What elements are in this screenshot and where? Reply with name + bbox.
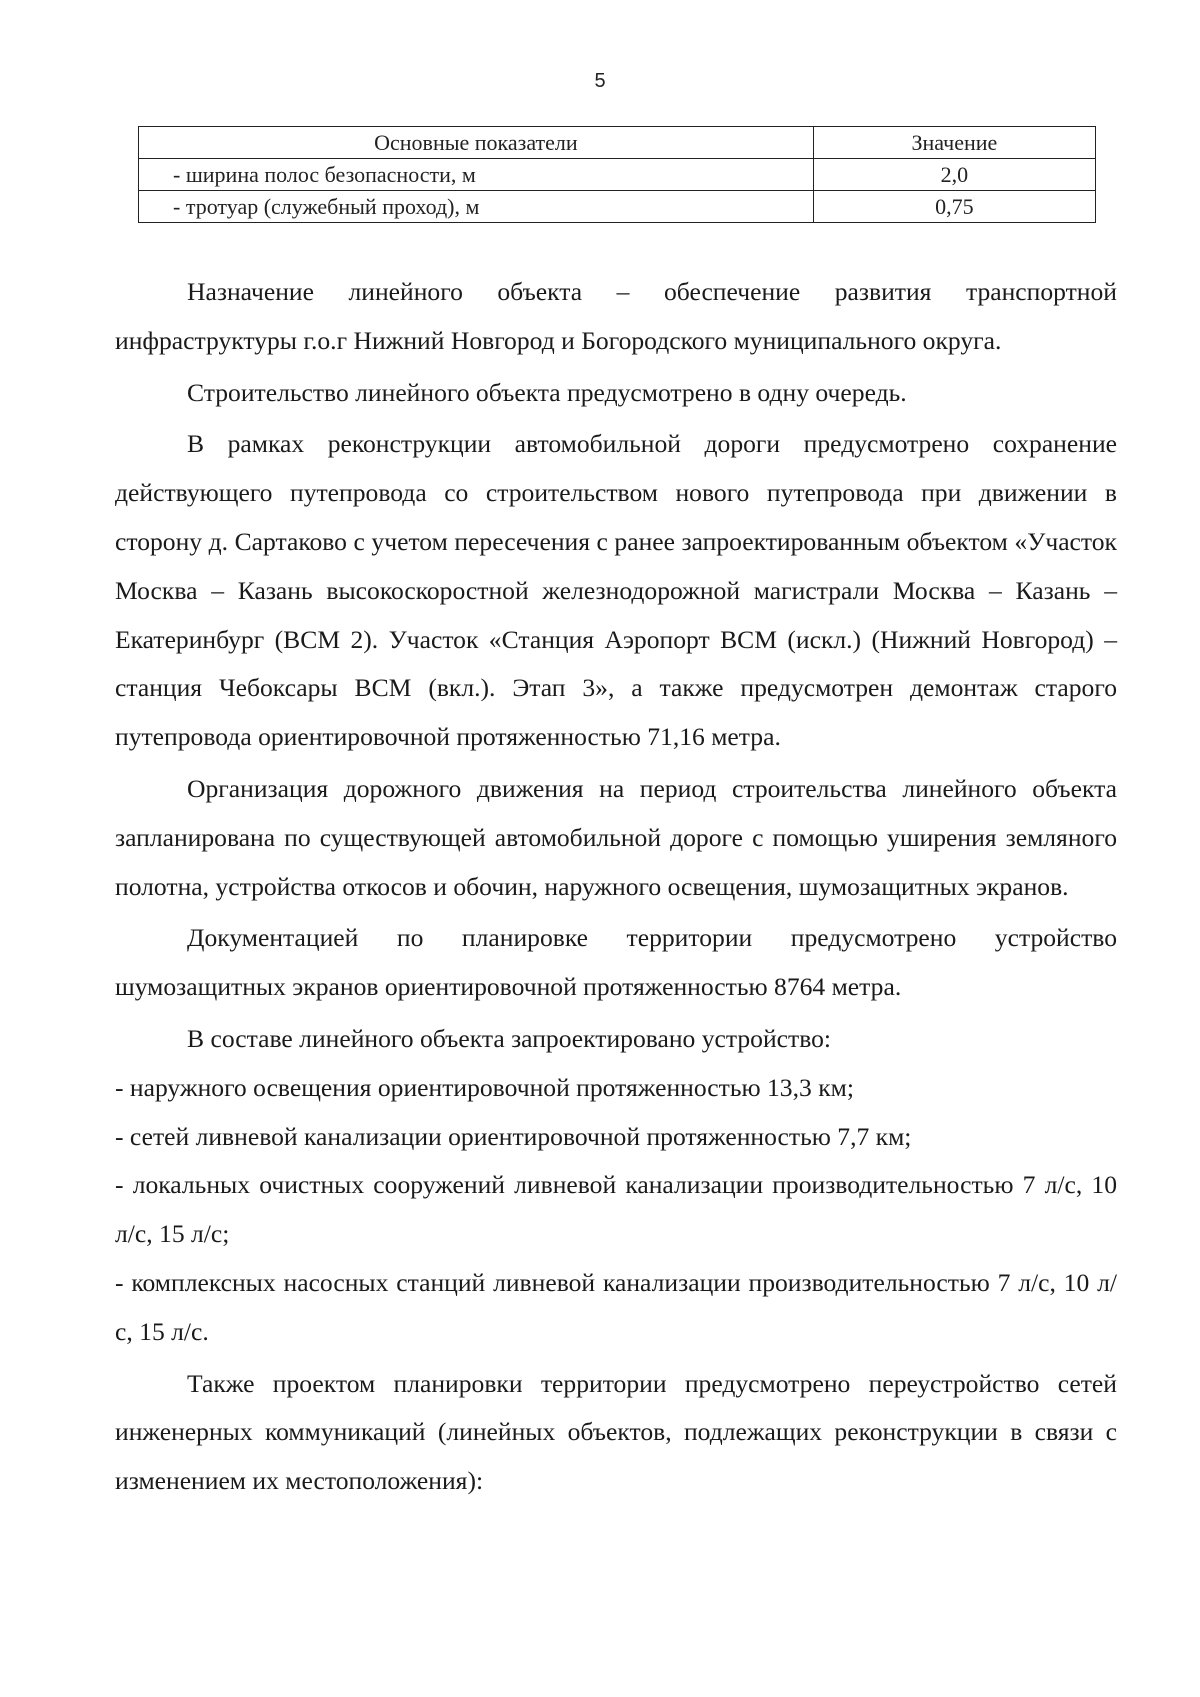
table-cell-value: 0,75 xyxy=(813,191,1095,223)
paragraph-purpose: Назначение линейного объекта – обеспечение развития транспортной инфраструктуры г.о.г Нижний Новгород и Богородского муниципального округа. xyxy=(115,277,1117,355)
table-header-value: Значение xyxy=(813,127,1095,159)
paragraph-construction-stage: Строительство линейного объекта предусмотрено в одну очередь. xyxy=(187,377,907,407)
list-item: - сетей ливневой канализации ориентировочной протяженностью 7,7 км; xyxy=(115,1121,912,1151)
list-item: - наружного освещения ориентировочной протяженностью 13,3 км; xyxy=(115,1072,854,1102)
indicators-table xyxy=(138,126,1096,223)
table-row xyxy=(139,159,1096,191)
paragraph-noise-screens: Документацией по планировке территории предусмотрено устройство шумозащитных экранов ориентировочной протяженностью 8764 метра. xyxy=(115,923,1117,1002)
list-item: - комплексных насосных станций ливневой канализации производительностью 7 л/с, 10 л/с, 15 л/с. xyxy=(115,1267,1117,1346)
table-cell-value: 2,0 xyxy=(813,159,1095,191)
table-header-indicator: Основные показатели xyxy=(139,127,814,159)
paragraph-reconstruction: В рамках реконструкции автомобильной дороги предусмотрено сохранение действующего путепровода со строительством нового путепровода при движении в сторону д. Сартаково с учетом пересечения с ранее запроектированным объектом «Участок Москва – Казань высокоскоростной железнодорожной магистрали Москва – Казань – Екатеринбург (ВСМ 2). Участок «Станция Аэропорт ВСМ (искл.) (Нижний Новгород) – станция Чебоксары ВСМ (вкл.). Этап 3», а также предусмотрен демонтаж старого путепровода ориентировочной протяженностью 71,16 метра. xyxy=(115,429,1117,752)
page-number: 5 xyxy=(594,70,606,92)
table-row xyxy=(139,191,1096,223)
table-cell-indicator: - ширина полос безопасности, м xyxy=(139,159,814,191)
table-header-row xyxy=(139,127,1096,159)
paragraph-utilities-relocation: Также проектом планировки территории предусмотрено переустройство сетей инженерных коммуникаций (линейных объектов, подлежащих реконструкции в связи с изменением их местоположения): xyxy=(115,1368,1117,1496)
document-body xyxy=(115,268,1117,1506)
table-cell-indicator: - тротуар (служебный проход), м xyxy=(139,191,814,223)
list-item: - локальных очистных сооружений ливневой канализации производительностью 7 л/с, 10 л/с, 15 л/с; xyxy=(115,1170,1117,1249)
paragraph-composition-intro: В составе линейного объекта запроектировано устройство: xyxy=(187,1023,832,1053)
paragraph-traffic-organization: Организация дорожного движения на период строительства линейного объекта запланирована по существующей автомобильной дороге с помощью уширения земляного полотна, устройства откосов и обочин, наружного освещения, шумозащитных экранов. xyxy=(115,773,1117,901)
